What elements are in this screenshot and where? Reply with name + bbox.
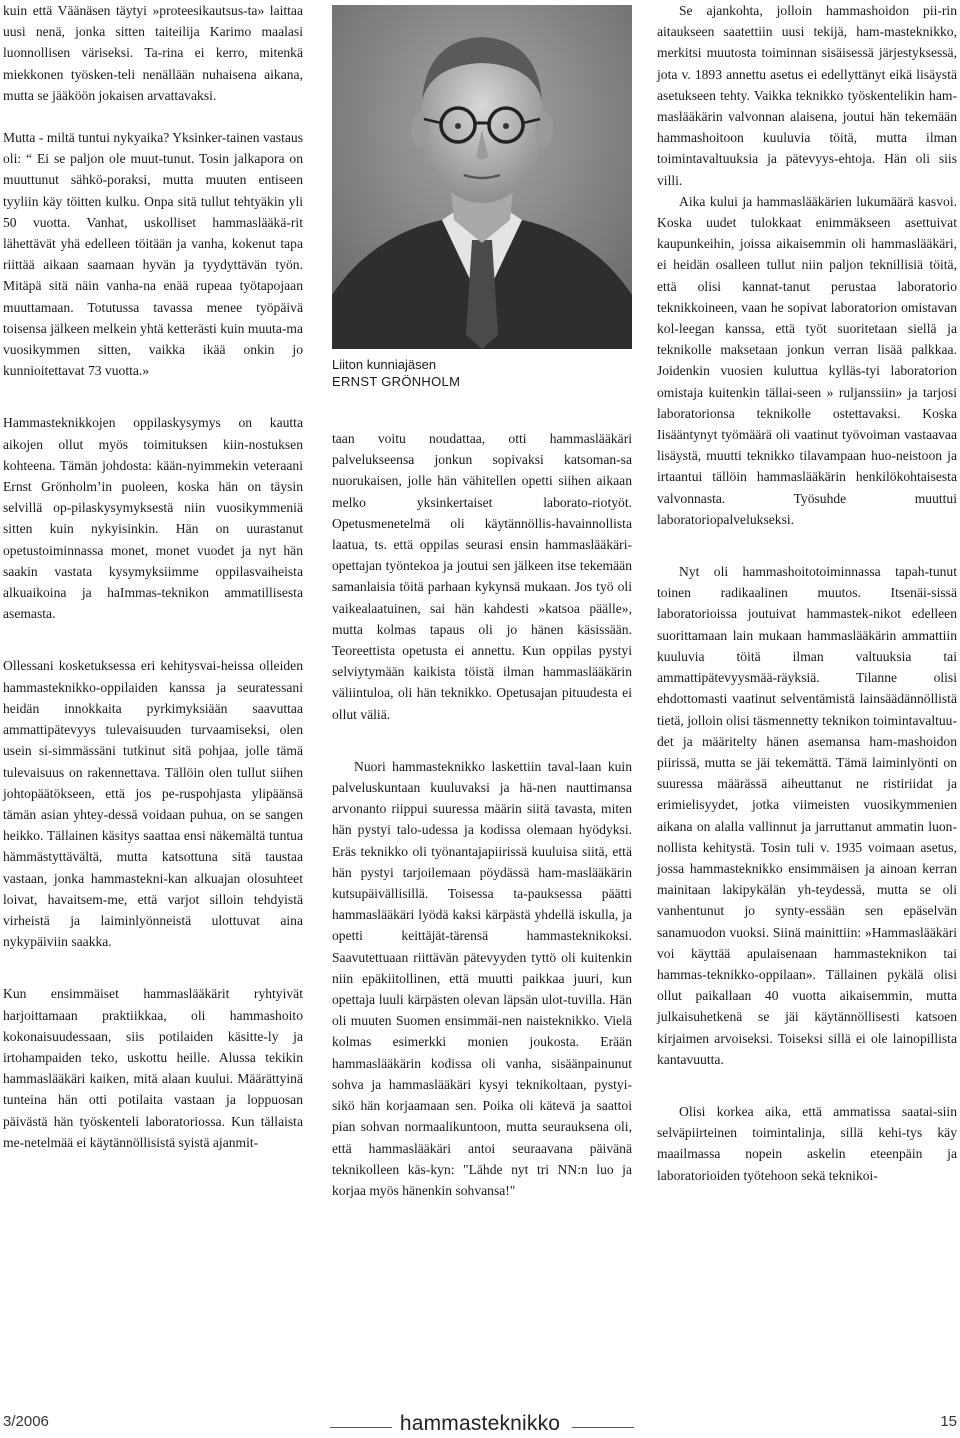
portrait-photo xyxy=(332,5,632,349)
paragraph: Nuori hammasteknikko laskettiin taval-laan kuin palveluskuntaan kuuluvaksi ja hä-nen nauttimansa arvonanto riippui suuressa määrin siitä tavasta, miten hän pystyi talo-udessa ja kodissa olemaan hyödyksi. Eräs teknikko oli työnantajapiirissä kuuluisa siitä, että hän pystyi tarjoilemaan pöydässä ham-maslääkärin kutsupäivällisillä. Toisessa ta-pauksessa päätti hammaslääkäri lyödä kaksi kärpästä yhdellä iskulla, ja opetti keittäjät-tärensä hammasteknikoksi. Saavutettuaan riittävän pätevyyden tyttö oli kuitenkin niin epäkiitollinen, että muutti paikkaa juuri, kun opettaja luuli kärpästen olevan läpsän ulot-tuvilla. Hän oli muuten Suomen ensimmäi-nen naisteknikko. Vielä kolmas esimerkki monien joukosta. Erään hammaslääkärin kodissa oli vanha, sisäänpainunut sohva ja hammaslääkäri kysyi teknikoltaan, pystyi-sikö hän korjaamaan sen. Poika oli kätevä ja saattoi pian sohvan normaalikuntoon, mutta seurauksena oli, että hammaslääkäri antoi seuraavana päivänä teknikolleen käs-kyn: "Lähde nyt tri NN:n luo ja korjaa myös hänenkin sohvansa!" xyxy=(332,758,632,1198)
paragraph: Mutta - miltä tuntui nykyaika? Yksinker-tainen vastaus oli: “ Ei se paljon ole muut-tunut. Tosin jalkapora on muuttunut sähkö-poraksi, mutta muuten entiseen tyyliin käy töitten kulku. Onpa sitä tullut tehtyäkin yli 50 vuotta. Vanhat, uskolliset hammaslääkä-rit lähettävät yhä edelleen töitään ja vanha, kokenut tapa riittää aikaan saamaan hyvän ja tyydyttävän työn. Mitäpä sitä näin vanha-na enää rupeaa työtapojaan muuttamaan. Totutussa tavassa menee työpäivä toisensa jälkeen melkein yhtä ketterästi kuin muuta-ma vuosikymmen sitten, vaikka ikää onkin jo kunnioitettavat 73 vuotta.» xyxy=(3,130,303,379)
article-column-1 xyxy=(3,0,303,1153)
paragraph: Olisi korkea aika, että ammatissa saatai-siin selväpiirteinen toimintalinja, sillä kehi-tys käy maailmassa nopein askelin eteenpäin ja laboratorioiden työtehoon sekä teknikoi- xyxy=(657,1103,957,1183)
paragraph: taan voitu noudattaa, otti hammaslääkäri palvelukseensa jonkun sopivaksi katsoman-sa nuorukaisen, jolle hän vähitellen opetti siihen aikaan melko yksinkertaiset laborato-riotyöt. Opetusmenetelmä oli käytännöllis-havainnollista laatua, ts. että oppilas seurasi ensin hammaslääkäri-opettajan työntekoa ja joutui sen jälkeen itse tekemään samanlaisia töitä parhaan kykynsä mukaan. Jos työ oli vaikealaatuinen, sai hän kahdesti »katsoa päälle», mutta kolmas tapaus oli jo hänen käsissään. Teoreettista opetusta ei annettu. Kun oppilas pystyi selviytymään kaikista töistä ilman hammaslääkärin väliintuloa, oli hän teknikko. Opetusajan pituudesta ei ollut väliä. xyxy=(332,431,632,722)
page-footer xyxy=(0,1400,960,1438)
page-number: 15 xyxy=(940,1413,957,1430)
issue-number: 3/2006 xyxy=(3,1413,49,1430)
magazine-name: hammasteknikko xyxy=(399,1412,561,1435)
paragraph: Aika kului ja hammaslääkärien lukumäärä kasvoi. Koska uudet tulokkaat enimmäkseen asettuivat kaupunkeihin, joissa aikaisemmin oli hammaslääkäri, ei heidän osalleen tullut niin paljon teknillisiä töitä, että olisi kannat-tanut perustaa laboratorio teknikkoineen, vaan he sopivat laboratorion omistavan kol-leegan kanssa, että työt suoritetaan siellä ja teknikolle maksetaan jonkun verran lisää palkkaa. Joidenkin vuosien kuluttua kylläs-tyi laboratorion omistaja kuitenkin tällai-seen » ruljanssiin» ja tarjosi laboratorionsa teknikolle ostettavaksi. Koska Iisääntynyt työmäärä oli vaatinut työvoiman vastaavaa lisäystä, muutti teknikko tilavampaan huo-neistoon ja irtaantui tällöin hammaslääkärin henkilökohtaisesta valvonnasta. Työsuhde muuttui laboratoriopalvelukseksi. xyxy=(657,193,957,527)
paragraph: Se ajankohta, jolloin hammashoidon pii-rin aitaukseen saatettiin uusi tekijä, ham-masteknikko, merkitsi muutosta toiminnan sisäisessä järjestyksessä, jota v. 1893 annettu asetus ei edellyttänyt eikä lisäystä asetukseen tehty. Vaikka teknikko työskentelikin ham-maslääkärin valvonnan alaisena, joutui hän tekemään hammashoitoon kuuluvia töitä, mutta ilman toimintavaltuuksia ja pätevyys-ehtoja. Hän oli siis villi. xyxy=(657,3,957,188)
paragraph: kuin että Väänäsen täytyi »proteesikautsus-ta» laittaa uusi nenä, jonka sitten taiteilija Karimo maalasi luonnollisen väriseksi. Ta-rina ei kerro, mitenkä miekkonen työsken-teli nenällään nuhaisena aikana, mutta se jääköön jokaisen arvattavaksi. xyxy=(3,3,303,103)
footer-rule-right xyxy=(572,1427,634,1428)
portrait-illustration xyxy=(332,5,632,349)
paragraph: Nyt oli hammashoitotoiminnassa tapah-tunut toinen radikaalinen muutos. Itsenäi-sissä laboratorioissa joutuivat hammastek-nikot edelleen suorittamaan lain mukaan hammaslääkärin ammattiin kuuluvia töitä ilman valtuuksia tai ammattipätevyysmää-räyksiä. Tilanne olisi ehdottomasti vaatinut selventämistä lainsäädännöllistä tietä, jolloin olisi täsmennetty teknikon toimintavaltuu-det ja määritelty hänen asemansa ham-mashoidon piirissä, mutta se jäi tekemättä. Tämä laiminlyönti on suuressa määrässä aiheuttanut ne ristiriidat ja erimielisyydet, jotka viimeisten vuosikymmenien aikana on alalla vallinnut ja jarruttanut ammatin luon-nollista kehitystä. Tosin tuli v. 1935 voimaan asetus, jossa hammasteknikko ensimmäisen ja ainoan kerran mainitaan lakipykälän yh-teydessä, mutta se oli vanhentunut jo synty-essään sen epäselvän sanamuodon vuoksi. Siinä mainittiin: »Hammaslääkäri voi käyttää apulaisenaan hammasteknikon tai hammas-teknikko-oppilaan». Tällainen pykälä olisi ollut paikallaan 40 vuotta aikaisemmin, mutta julkaisuhetkenä se jäi käytännöllisesti katsoen kirjaimen arvoiseksi. Toiseksi sillä ei ole lainopillista kantavuutta. xyxy=(657,564,957,1067)
article-column-3 xyxy=(657,0,957,1186)
paragraph: Hammasteknikkojen oppilaskysymys on kautta aikojen ollut myös toimituksen kiin-nostuksen kohteena. Tämän johdosta: kään-nyimmekin veteraani Ernst Grönholm’in puoleen, koska hän on täysin selvillä op-pilaskysymyksestä niin vuosikymmeniä sitten kuin nykyisinkin. Hän on uurastanut opetustoiminnassa monet, monet vuodet ja nyt hän saakin vastata kysymyksiimme oppilasvaiheista alkuaikoina ja haImmas-teknikon ammatillisesta asemasta. xyxy=(3,415,303,622)
paragraph: Ollessani kosketuksessa eri kehitysvai-heissa olleiden hammasteknikko-oppilaiden kanssa ja seuratessani heidän innokkaita pyrkimyksiään saavuttaa ammattipätevyys tulevaisuuden turvaamiseksi, olen usein si-simmässäni tutkinut sitä pohjaa, jolle tämä tulevaisuus on rakennettava. Tällöin olen tullut siihen johtopäätökseen, että jos pe-ruspohjasta ylipäänsä tämän asian yhtey-dessä voidaan puhua, on se sangen heikko. Tällainen käsitys saattaa ensi näkemältä tuntua hämmästyttävältä, mutta katsottuna sitä taustaa vastaan, jonka hammastekni-kan alkuajan olosuhteet loivat, havaitsem-me, että varjot silloin tehdyistä virheistä ja laiminlyönneistä ulottuvat aina nykypäiviin saakka. xyxy=(3,658,303,950)
caption-title: Liiton kunniajäsen xyxy=(332,357,437,372)
paragraph: Kun ensimmäiset hammaslääkärit ryhtyivät harjoittamaan praktiikkaa, oli hammashoito kokonaisuudessaan, siis potilaiden käsitte-ly ja irtohampaiden teko, uskottu heille. Alussa tekikin hammaslääkäri kaiken, mitä alaan kuului. Määrättyinä tunteina hän otti potilaita vastaan ja loppuosan päivästä hän työskenteli laboratoriossa. Kun tällaista me-netelmää ei käytännöllisistä syistä ajanmit- xyxy=(3,986,303,1150)
article-column-2 xyxy=(332,428,632,1201)
photo-caption xyxy=(332,356,632,390)
caption-name: ERNST GRÖNHOLM xyxy=(332,374,461,389)
